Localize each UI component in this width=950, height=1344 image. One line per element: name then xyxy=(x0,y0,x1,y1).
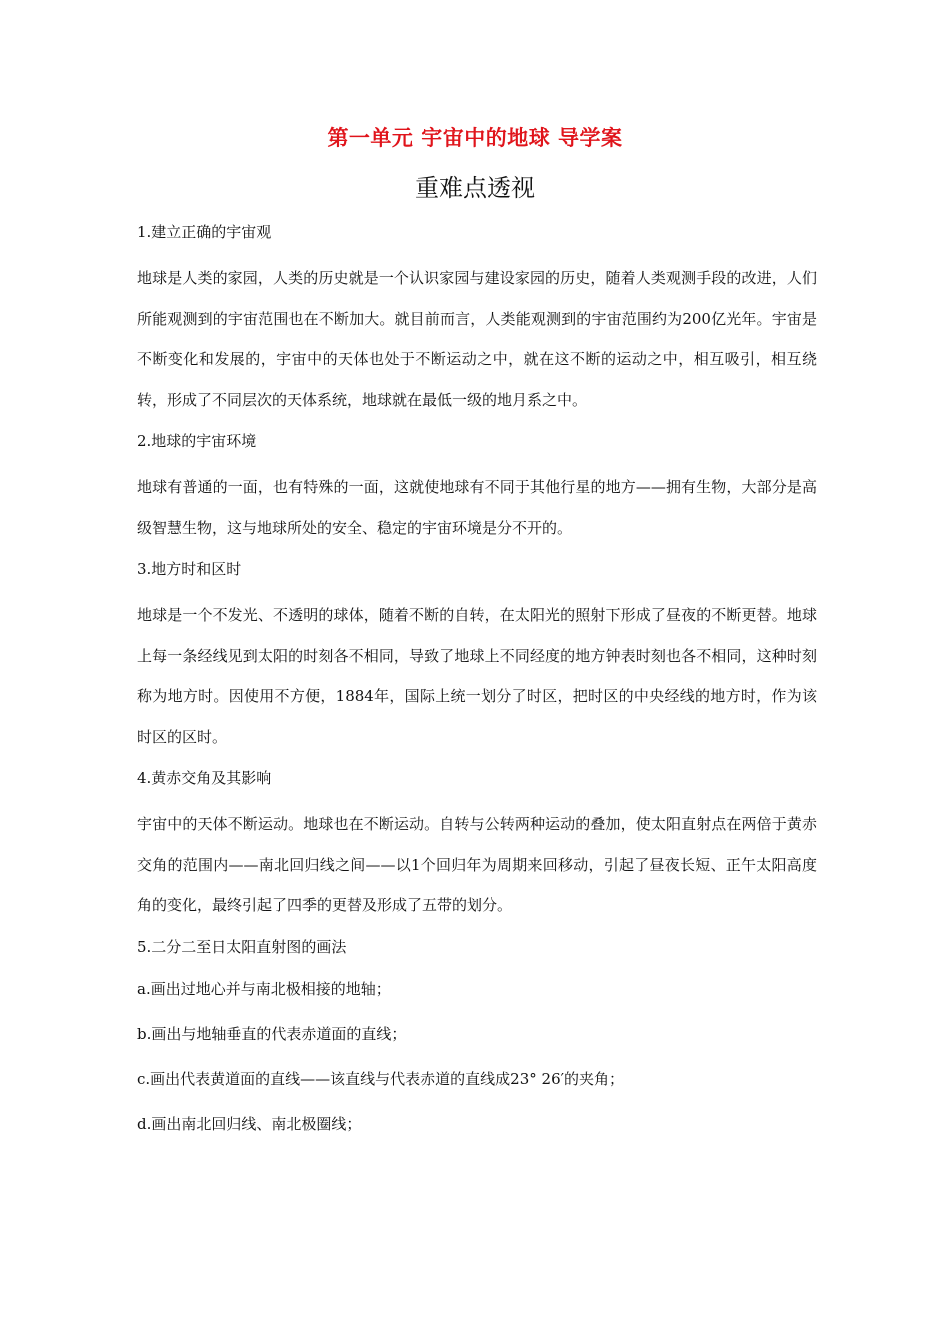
section-body-3: 地球是一个不发光、不透明的球体，随着不断的自转，在太阳光的照射下形成了昼夜的不断更替。地球上每一条经线见到太阳的时刻各不相同，导致了地球上不同经度的地方钟表时刻也各不相同，这种时刻称为地方时。因使用不方便，1884年，国际上统一划分了时区，把时区的中央经线的地方时，作为该时区的区时。 xyxy=(137,606,817,746)
document-title: 第一单元 宇宙中的地球 导学案 xyxy=(327,126,623,150)
drawing-step-b: b.画出与地轴垂直的代表赤道面的直线； xyxy=(137,1024,407,1043)
section-heading-5: 5.二分二至日太阳直射图的画法 xyxy=(137,937,347,956)
document-body xyxy=(137,216,817,1153)
drawing-step-d: d.画出南北回归线、南北极圈线； xyxy=(137,1114,362,1133)
section-body-4: 宇宙中的天体不断运动。地球也在不断运动。自转与公转两种运动的叠加，使太阳直射点在两倍于黄赤交角的范围内——南北回归线之间——以1个回归年为周期来回移动，引起了昼夜长短、正午太阳高度角的变化，最终引起了四季的更替及形成了五带的划分。 xyxy=(137,815,817,914)
section-heading-3: 3.地方时和区时 xyxy=(137,560,242,578)
section-heading-2: 2.地球的宇宙环境 xyxy=(137,432,257,450)
section-body-1: 地球是人类的家园，人类的历史就是一个认识家园与建设家园的历史，随着人类观测手段的改进，人们所能观测到的宇宙范围也在不断加大。就目前而言，人类能观测到的宇宙范围约为200亿光年。宇宙是不断变化和发展的，宇宙中的天体也处于不断运动之中，就在这不断的运动之中，相互吸引，相互绕转，形成了不同层次的天体系统，地球就在最低一级的地月系之中。 xyxy=(137,269,817,409)
section-heading-1: 1.建立正确的宇宙观 xyxy=(137,223,272,241)
drawing-step-c: c.画出代表黄道面的直线——该直线与代表赤道的直线成23° 26′的夹角； xyxy=(137,1069,625,1088)
section-heading-4: 4.黄赤交角及其影响 xyxy=(137,769,272,787)
drawing-step-a: a.画出过地心并与南北极相接的地轴； xyxy=(137,979,391,998)
document-subtitle: 重难点透视 xyxy=(415,174,535,202)
section-body-2: 地球有普通的一面，也有特殊的一面，这就使地球有不同于其他行星的地方——拥有生物，大部分是高级智慧生物，这与地球所处的安全、稳定的宇宙环境是分不开的。 xyxy=(137,478,817,537)
